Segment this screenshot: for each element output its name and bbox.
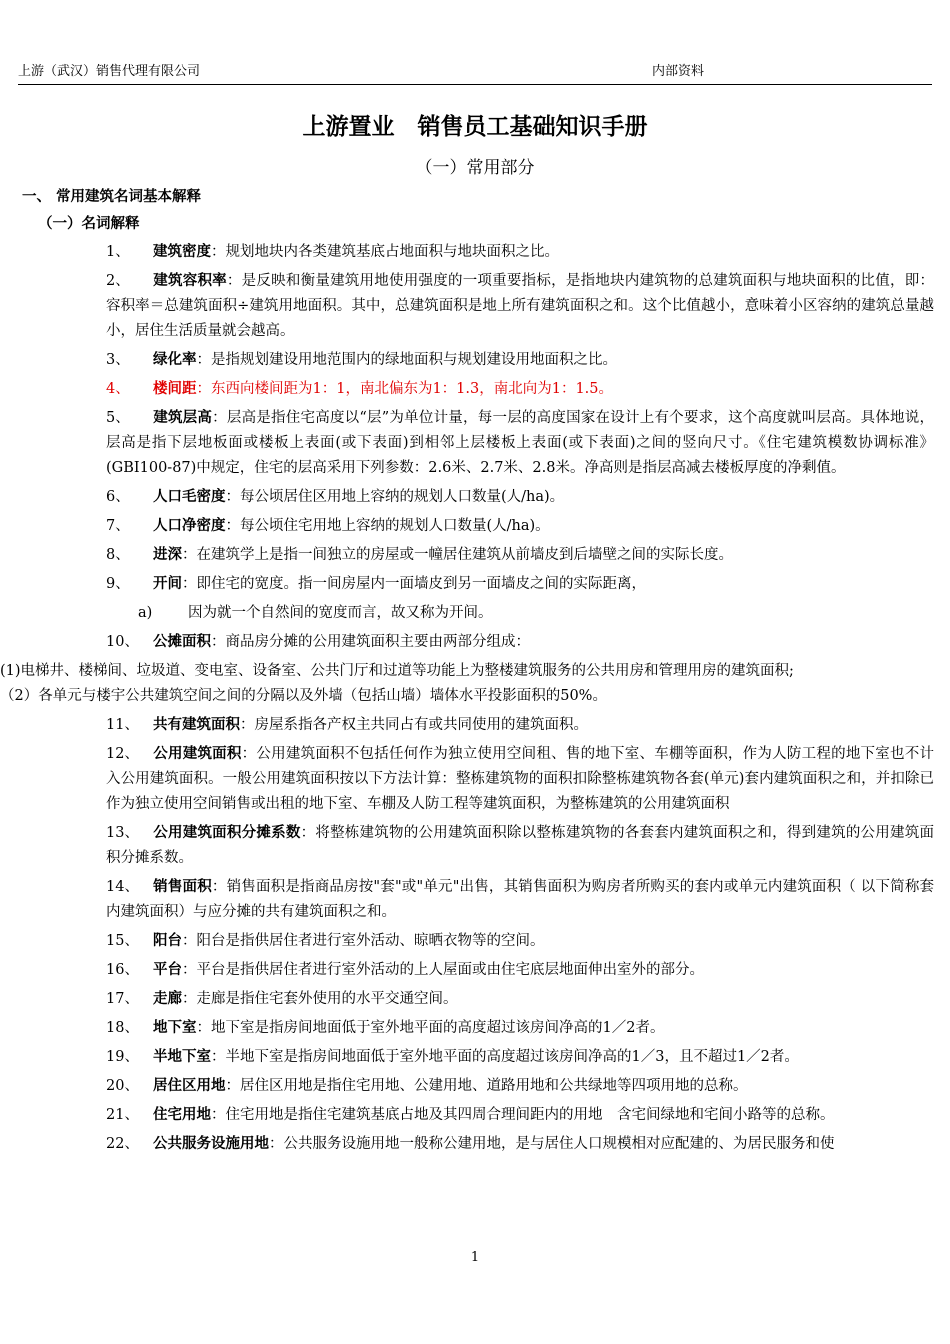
- page-number: 1: [470, 1250, 480, 1265]
- subsection-heading: （一）名词解释: [38, 215, 140, 232]
- item-number: 8、: [106, 547, 130, 563]
- item-number: 2、: [106, 273, 130, 289]
- document-label: 内部资料: [652, 64, 705, 79]
- item-number: 20、: [106, 1078, 139, 1094]
- item-number: 16、: [106, 962, 139, 978]
- item-term: 地下室: [153, 1020, 197, 1036]
- item-text: ：公用建筑面积不包括任何作为独立使用空间租、售的地下室、车棚等面积，作为人防工程的地下室也不计入公用建筑面积。一般公用建筑面积按以下方法计算：整栋建筑物的面积扣除整栋建筑物各套(单元)套内建筑面积之和，并扣除已作为独立使用空间销售或出租的地下室、车棚及人防工程等建筑面积，为整栋建筑的公用建筑面积: [106, 746, 935, 812]
- item-term: 进深: [153, 547, 182, 563]
- list-item: [106, 929, 934, 954]
- item-text: ：即住宅的宽度。指一间房屋内一面墙皮到另一面墙皮之间的实际距离，: [182, 576, 646, 592]
- item-number: 17、: [106, 991, 139, 1007]
- item-term: 人口净密度: [153, 518, 226, 534]
- list-item: [106, 742, 934, 817]
- section-heading: 一、 常用建筑名词基本解释: [22, 188, 202, 205]
- item-term: 半地下室: [153, 1049, 211, 1065]
- item-text: ：居住区用地是指住宅用地、公建用地、道路用地和公共绿地等四项用地的总称。: [225, 1078, 748, 1094]
- list-item: [106, 1074, 934, 1099]
- item-term: 建筑密度: [153, 244, 211, 260]
- item-number: 7、: [106, 518, 130, 534]
- list-item: [106, 1045, 934, 1070]
- list-item: [106, 269, 934, 344]
- paragraph: （2）各单元与楼宇公共建筑空间之间的分隔以及外墙（包括山墙）墙体水平投影面积的50%。: [0, 688, 607, 704]
- item-text: ：走廊是指住宅套外使用的水平交通空间。: [182, 991, 458, 1007]
- item-number: 14、: [106, 879, 139, 895]
- item-number: 19、: [106, 1049, 139, 1065]
- item-text: ：半地下室是指房间地面低于室外地平面的高度超过该房间净高的1／3，且不超过1／2者。: [211, 1049, 799, 1065]
- list-item-highlighted: [106, 377, 934, 402]
- list-item: [106, 543, 934, 568]
- item-term: 公共服务设施用地: [153, 1136, 269, 1152]
- item-term: 销售面积: [153, 879, 212, 895]
- item-term: 绿化率: [153, 352, 197, 368]
- item-term: 开间: [153, 576, 182, 592]
- item-number: 1、: [106, 244, 130, 260]
- item-text: ：层高是指住宅高度以“层”为单位计量，每一层的高度国家在设计上有个要求，这个高度就叫层高。具体地说，层高是指下层地板面或楼板上表面(或下表面)到相邻上层楼板上表面(或下表面)之间的竖向尺寸。《住宅建筑模数协调标准》(GBI100-87)中规定，住宅的层高采用下列参数：2.6米、2.7米、2.8米。净高则是指层高减去楼板厚度的净剩值。: [106, 410, 935, 476]
- item-number: 18、: [106, 1020, 139, 1036]
- item-text: ：地下室是指房间地面低于室外地平面的高度超过该房间净高的1／2者。: [196, 1020, 665, 1036]
- document-title: 上游置业 销售员工基础知识手册: [302, 114, 648, 140]
- item-number: 4、: [106, 381, 130, 397]
- list-item: [106, 630, 934, 655]
- item-text: ：东西向楼间距为1：1，南北偏东为1：1.3，南北向为1：1.5。: [196, 381, 614, 397]
- item-number: 15、: [106, 933, 139, 949]
- list-item: [106, 406, 934, 481]
- composition-paragraphs: [0, 659, 934, 709]
- company-name: 上游（武汉）销售代理有限公司: [18, 64, 201, 79]
- item-text: ：规划地块内各类建筑基底占地面积与地块面积之比。: [211, 244, 559, 260]
- item-text: ：是指规划建设用地范围内的绿地面积与规划建设用地面积之比。: [196, 352, 617, 368]
- item-term: 楼间距: [153, 381, 197, 397]
- item-term: 公用建筑面积: [153, 746, 242, 762]
- list-item: [106, 348, 934, 373]
- item-number: 13、: [106, 825, 139, 841]
- item-text: ：公共服务设施用地一般称公建用地，是与居住人口规模相对应配建的、为居民服务和使: [269, 1136, 835, 1152]
- item-text: ：在建筑学上是指一间独立的房屋或一幢居住建筑从前墙皮到后墙壁之间的实际长度。: [182, 547, 733, 563]
- list-item: [106, 240, 934, 265]
- item-number: 3、: [106, 352, 130, 368]
- item-term: 住宅用地: [153, 1107, 211, 1123]
- sub-item-marker: a): [138, 605, 153, 621]
- sub-list-item: [106, 601, 934, 626]
- item-term: 居住区用地: [153, 1078, 226, 1094]
- item-text: ：销售面积是指商品房按"套"或"单元"出售，其销售面积为购房者所购买的套内或单元内建筑面积（ 以下简称套内建筑面积）与应分摊的共有建筑面积之和。: [106, 879, 934, 920]
- paragraph: (1)电梯井、楼梯间、垃圾道、变电室、设备室、公共门厅和过道等功能上为整楼建筑服务的公共用房和管理用房的建筑面积;: [0, 663, 794, 679]
- item-text: ：每公顷住宅用地上容纳的规划人口数量(人/ha)。: [225, 518, 550, 534]
- item-text: ：阳台是指供居住者进行室外活动、晾晒衣物等的空间。: [182, 933, 545, 949]
- list-item: [106, 821, 934, 871]
- item-number: 21、: [106, 1107, 139, 1123]
- list-item: [106, 572, 934, 597]
- item-term: 公摊面积: [153, 634, 211, 650]
- list-item: [106, 1103, 934, 1128]
- page-header: [18, 62, 932, 85]
- item-number: 10、: [106, 634, 139, 650]
- item-text: ：是反映和衡量建筑用地使用强度的一项重要指标，是指地块内建筑物的总建筑面积与地块面积的比值，即：容积率＝总建筑面积÷建筑用地面积。其中，总建筑面积是地上所有建筑面积之和。这个比值越小，意味着小区容纳的建筑总量越小，居住生活质量就会越高。: [106, 273, 935, 339]
- list-item: [106, 485, 934, 510]
- list-item: [106, 713, 934, 738]
- item-term: 走廊: [153, 991, 182, 1007]
- sub-item-text: 因为就一个自然间的宽度而言，故又称为开间。: [188, 605, 493, 621]
- list-item: [106, 958, 934, 983]
- item-number: 11、: [106, 717, 139, 733]
- item-term: 平台: [153, 962, 182, 978]
- item-number: 6、: [106, 489, 130, 505]
- item-text: ：平台是指供居住者进行室外活动的上人屋面或由住宅底层地面伸出室外的部分。: [182, 962, 704, 978]
- item-term: 建筑容积率: [153, 273, 227, 289]
- item-number: 12、: [106, 746, 139, 762]
- list-item: [106, 514, 934, 539]
- item-term: 建筑层高: [153, 410, 213, 426]
- item-text: ：商品房分摊的公用建筑面积主要由两部分组成：: [211, 634, 530, 650]
- item-number: 9、: [106, 576, 130, 592]
- list-item: [106, 987, 934, 1012]
- document-body: [0, 240, 935, 1161]
- item-number: 5、: [106, 410, 130, 426]
- item-term: 共有建筑面积: [153, 717, 240, 733]
- item-number: 22、: [106, 1136, 139, 1152]
- item-term: 人口毛密度: [153, 489, 226, 505]
- list-item: [106, 1016, 934, 1041]
- item-text: ：房屋系指各产权主共同占有或共同使用的建筑面积。: [240, 717, 588, 733]
- document-subtitle: （一）常用部分: [415, 158, 535, 178]
- list-item: [106, 1132, 934, 1157]
- list-item: [106, 875, 934, 925]
- item-text: ：将整栋建筑物的公用建筑面积除以整栋建筑物的各套套内建筑面积之和，得到建筑的公用建筑面积分摊系数。: [106, 825, 934, 866]
- item-term: 公用建筑面积分摊系数: [153, 825, 301, 841]
- item-text: ：住宅用地是指住宅建筑基底占地及其四周合理间距内的用地 含宅间绿地和宅间小路等的总称。: [211, 1107, 835, 1123]
- item-text: ：每公顷居住区用地上容纳的规划人口数量(人/ha)。: [225, 489, 565, 505]
- item-term: 阳台: [153, 933, 182, 949]
